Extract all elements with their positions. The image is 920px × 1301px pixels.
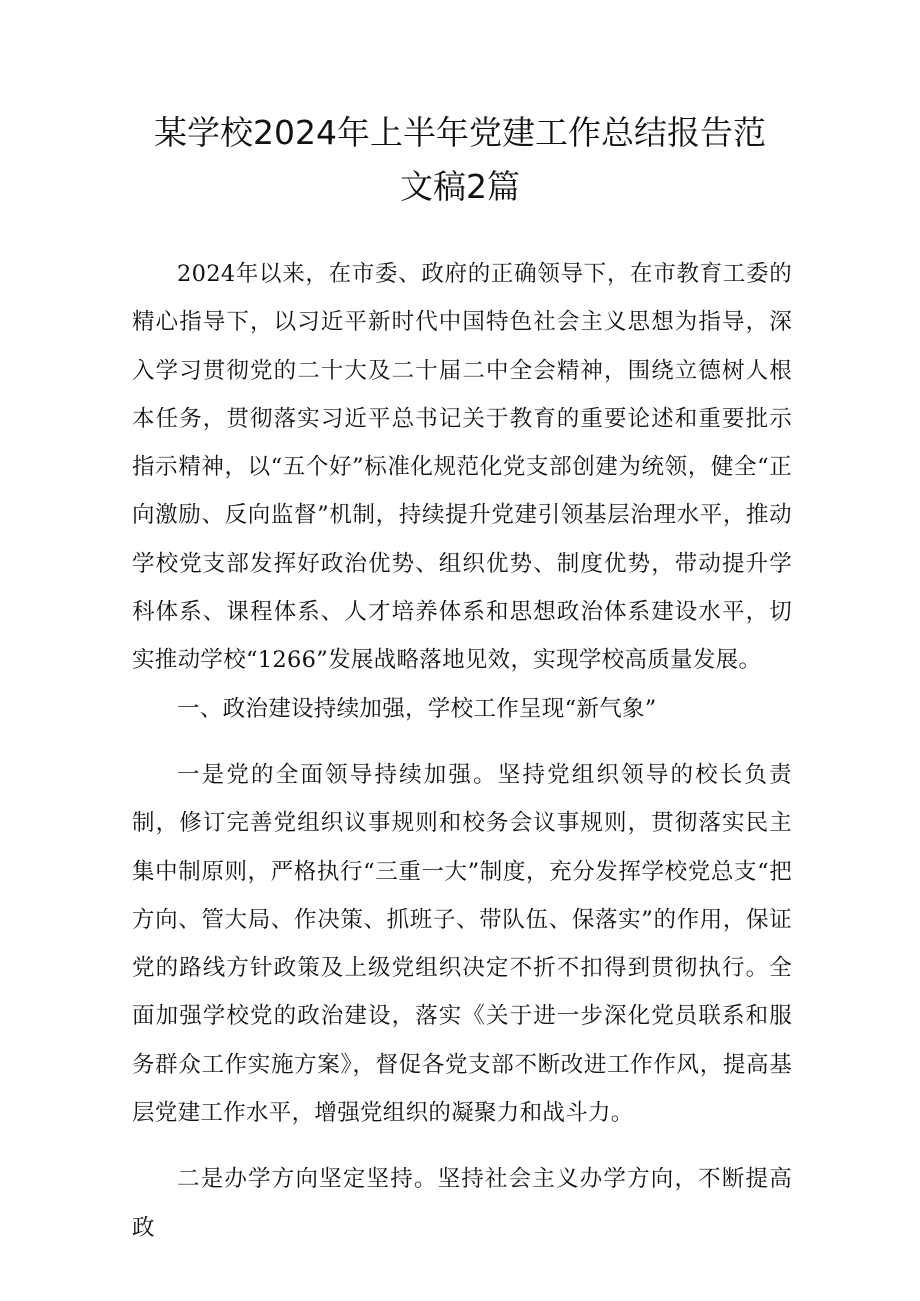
section-heading-1: 一、政治建设持续加强，学校工作呈现“新气象” [177,695,657,722]
paragraph-intro: 2024年以来，在市委、政府的正确领导下，在市教育工委的精心指导下，以习近平新时代中国特色社会主义思想为指导，深入学习贯彻党的二十大及二十届二中全会精神，围绕立德树人根本任务，贯彻落实习近平总书记关于教育的重要论述和重要批示指示精神，以“五个好”标准化规范化党支部创建为统领，健全“正向激励、反向监督”机制，持续提升党建引领基层治理水平，推动学校党支部发挥好政治优势、组织优势、制度优势，带动提升学科体系、课程体系、人才培养体系和思想政治体系建设水平，切实推动学校“1266”发展战略落地见效，实现学校高质量发展。 [132,261,792,674]
document-title [120,106,800,214]
title-line-2: 文稿2篇 [400,167,520,206]
document-body [132,250,792,1252]
paragraph-leadership: 一是党的全面领导持续加强。坚持党组织领导的校长负责制，修订完善党组织议事规则和校务会议事规则，贯彻落实民主集中制原则，严格执行“三重一大”制度，充分发挥学校党总支“把方向、管大局、作决策、抓班子、带队伍、保落实”的作用，保证党的路线方针政策及上级党组织决定不折不扣得到贯彻执行。全面加强学校党的政治建设，落实《关于进一步深化党员联系和服务群众工作实施方案》，督促各党支部不断改进工作作风，提高基层党建工作水平，增强党组织的凝聚力和战斗力。 [132,761,792,1127]
paragraph-direction: 二是办学方向坚定坚持。坚持社会主义办学方向，不断提高政 [132,1166,792,1241]
title-line-1: 某学校2024年上半年党建工作总结报告范 [154,113,766,152]
